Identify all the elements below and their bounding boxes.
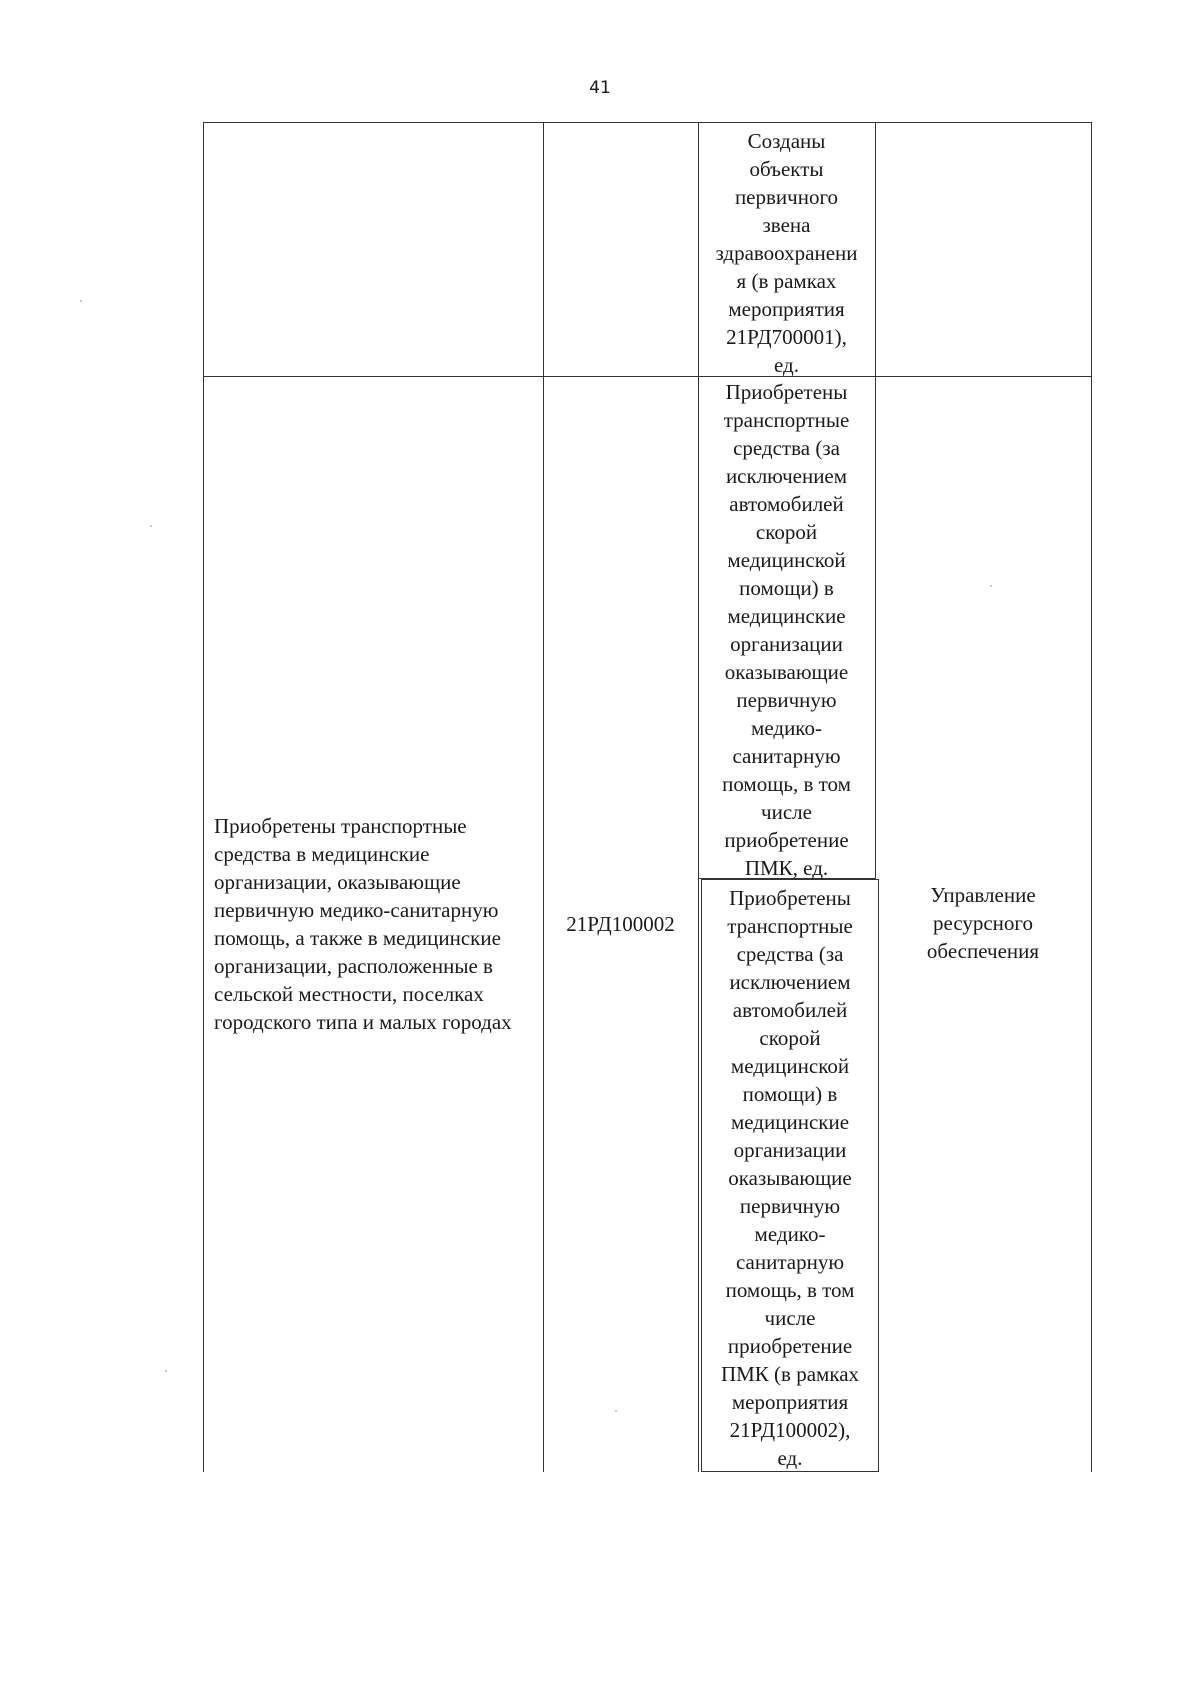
text-line: объекты [749, 157, 824, 181]
text-line: медицинские [727, 604, 846, 628]
scan-speck [150, 525, 152, 527]
row2-responsible-text [875, 881, 1091, 965]
text-line: здравоохранени [715, 241, 858, 265]
scan-speck [80, 300, 82, 302]
scan-speck [165, 1370, 167, 1372]
text-line: исключением [725, 464, 848, 488]
text-line: 21РД100002), [729, 1418, 851, 1442]
text-line: скорой [759, 1026, 821, 1050]
row2-code-text: 21РД100002 [566, 912, 675, 936]
text-line: средства (за [736, 942, 844, 966]
row2-code-cell [543, 376, 699, 1472]
text-line: первичную [739, 1194, 841, 1218]
text-line: приобретение [727, 1334, 853, 1358]
row1-indicator-cell [698, 122, 876, 377]
row2-indicator-cell-1 [698, 376, 876, 879]
text-line: Управление [930, 883, 1036, 907]
scan-speck [990, 585, 992, 587]
text-line: числе [761, 800, 812, 824]
row2-indicator-cell-2 [701, 879, 879, 1472]
text-line: оказывающие [728, 1166, 852, 1190]
text-line: первичную [736, 688, 837, 712]
text-line: обеспечения [926, 939, 1040, 963]
text-line: скорой [755, 520, 818, 544]
text-line: Приобретены [729, 886, 851, 910]
text-line: помощь, в том [725, 1278, 855, 1302]
text-line: средства в медицинские [214, 842, 430, 866]
text-line: санитарную [735, 1250, 845, 1274]
text-line: транспортные [723, 408, 850, 432]
text-line: медицинской [730, 1054, 850, 1078]
text-line: приобретение [724, 828, 849, 852]
text-line: транспортные [727, 914, 853, 938]
text-line: оказывающие [724, 660, 849, 684]
text-line: помощь, в том [722, 772, 851, 796]
text-line: ресурсного [932, 911, 1034, 935]
text-line: ПМК (в рамках [720, 1362, 860, 1386]
row1-name-cell [203, 122, 544, 377]
text-line: первичного [734, 185, 839, 209]
text-line: организации, расположенные в [214, 954, 493, 978]
row2-name-text [214, 812, 539, 1036]
text-line: звена [762, 213, 811, 237]
text-line: медицинские [730, 1110, 850, 1134]
text-line: организации, оказывающие [214, 870, 461, 894]
text-line: организации [730, 632, 843, 656]
page-number: 41 [589, 78, 611, 98]
text-line: исключением [729, 970, 851, 994]
text-line: помощь, а также в медицинские [214, 926, 501, 950]
text-line: медицинской [727, 548, 846, 572]
text-line: мероприятия [731, 1390, 849, 1414]
text-line: числе [764, 1306, 816, 1330]
text-line: помощи) в [742, 1082, 838, 1106]
row2-name-cell [203, 376, 544, 1472]
text-line: помощи) в [739, 576, 834, 600]
row1-responsible-cell [875, 122, 1092, 377]
text-line: ед. [774, 353, 799, 377]
text-line: санитарную [732, 744, 841, 768]
row2-indicator-text-1 [698, 376, 875, 882]
row1-code-cell [543, 122, 699, 377]
text-line: ПМК, ед. [744, 856, 829, 880]
row2-responsible-cell [875, 376, 1092, 1472]
text-line: автомобилей [729, 492, 844, 516]
text-line: первичную медико-санитарную [214, 898, 499, 922]
text-line: ед. [777, 1446, 803, 1470]
text-line: автомобилей [732, 998, 848, 1022]
text-line: 21РД700001), [726, 325, 847, 349]
scan-speck [615, 1410, 617, 1412]
text-line: организации [733, 1138, 847, 1162]
row2-indicator-text-2 [702, 880, 878, 1472]
text-line: городского типа и малых городах [214, 1010, 512, 1034]
text-line: Созданы [747, 129, 826, 153]
text-line: я (в рамках [736, 269, 837, 293]
text-line: средства (за [733, 436, 840, 460]
text-line: медико- [751, 716, 822, 740]
text-line: мероприятия [728, 297, 845, 321]
text-line: Приобретены транспортные [214, 814, 467, 838]
row1-indicator-text [698, 127, 875, 379]
text-line: Приобретены [725, 380, 848, 404]
text-line: сельской местности, поселках [214, 982, 484, 1006]
text-line: медико- [754, 1222, 826, 1246]
